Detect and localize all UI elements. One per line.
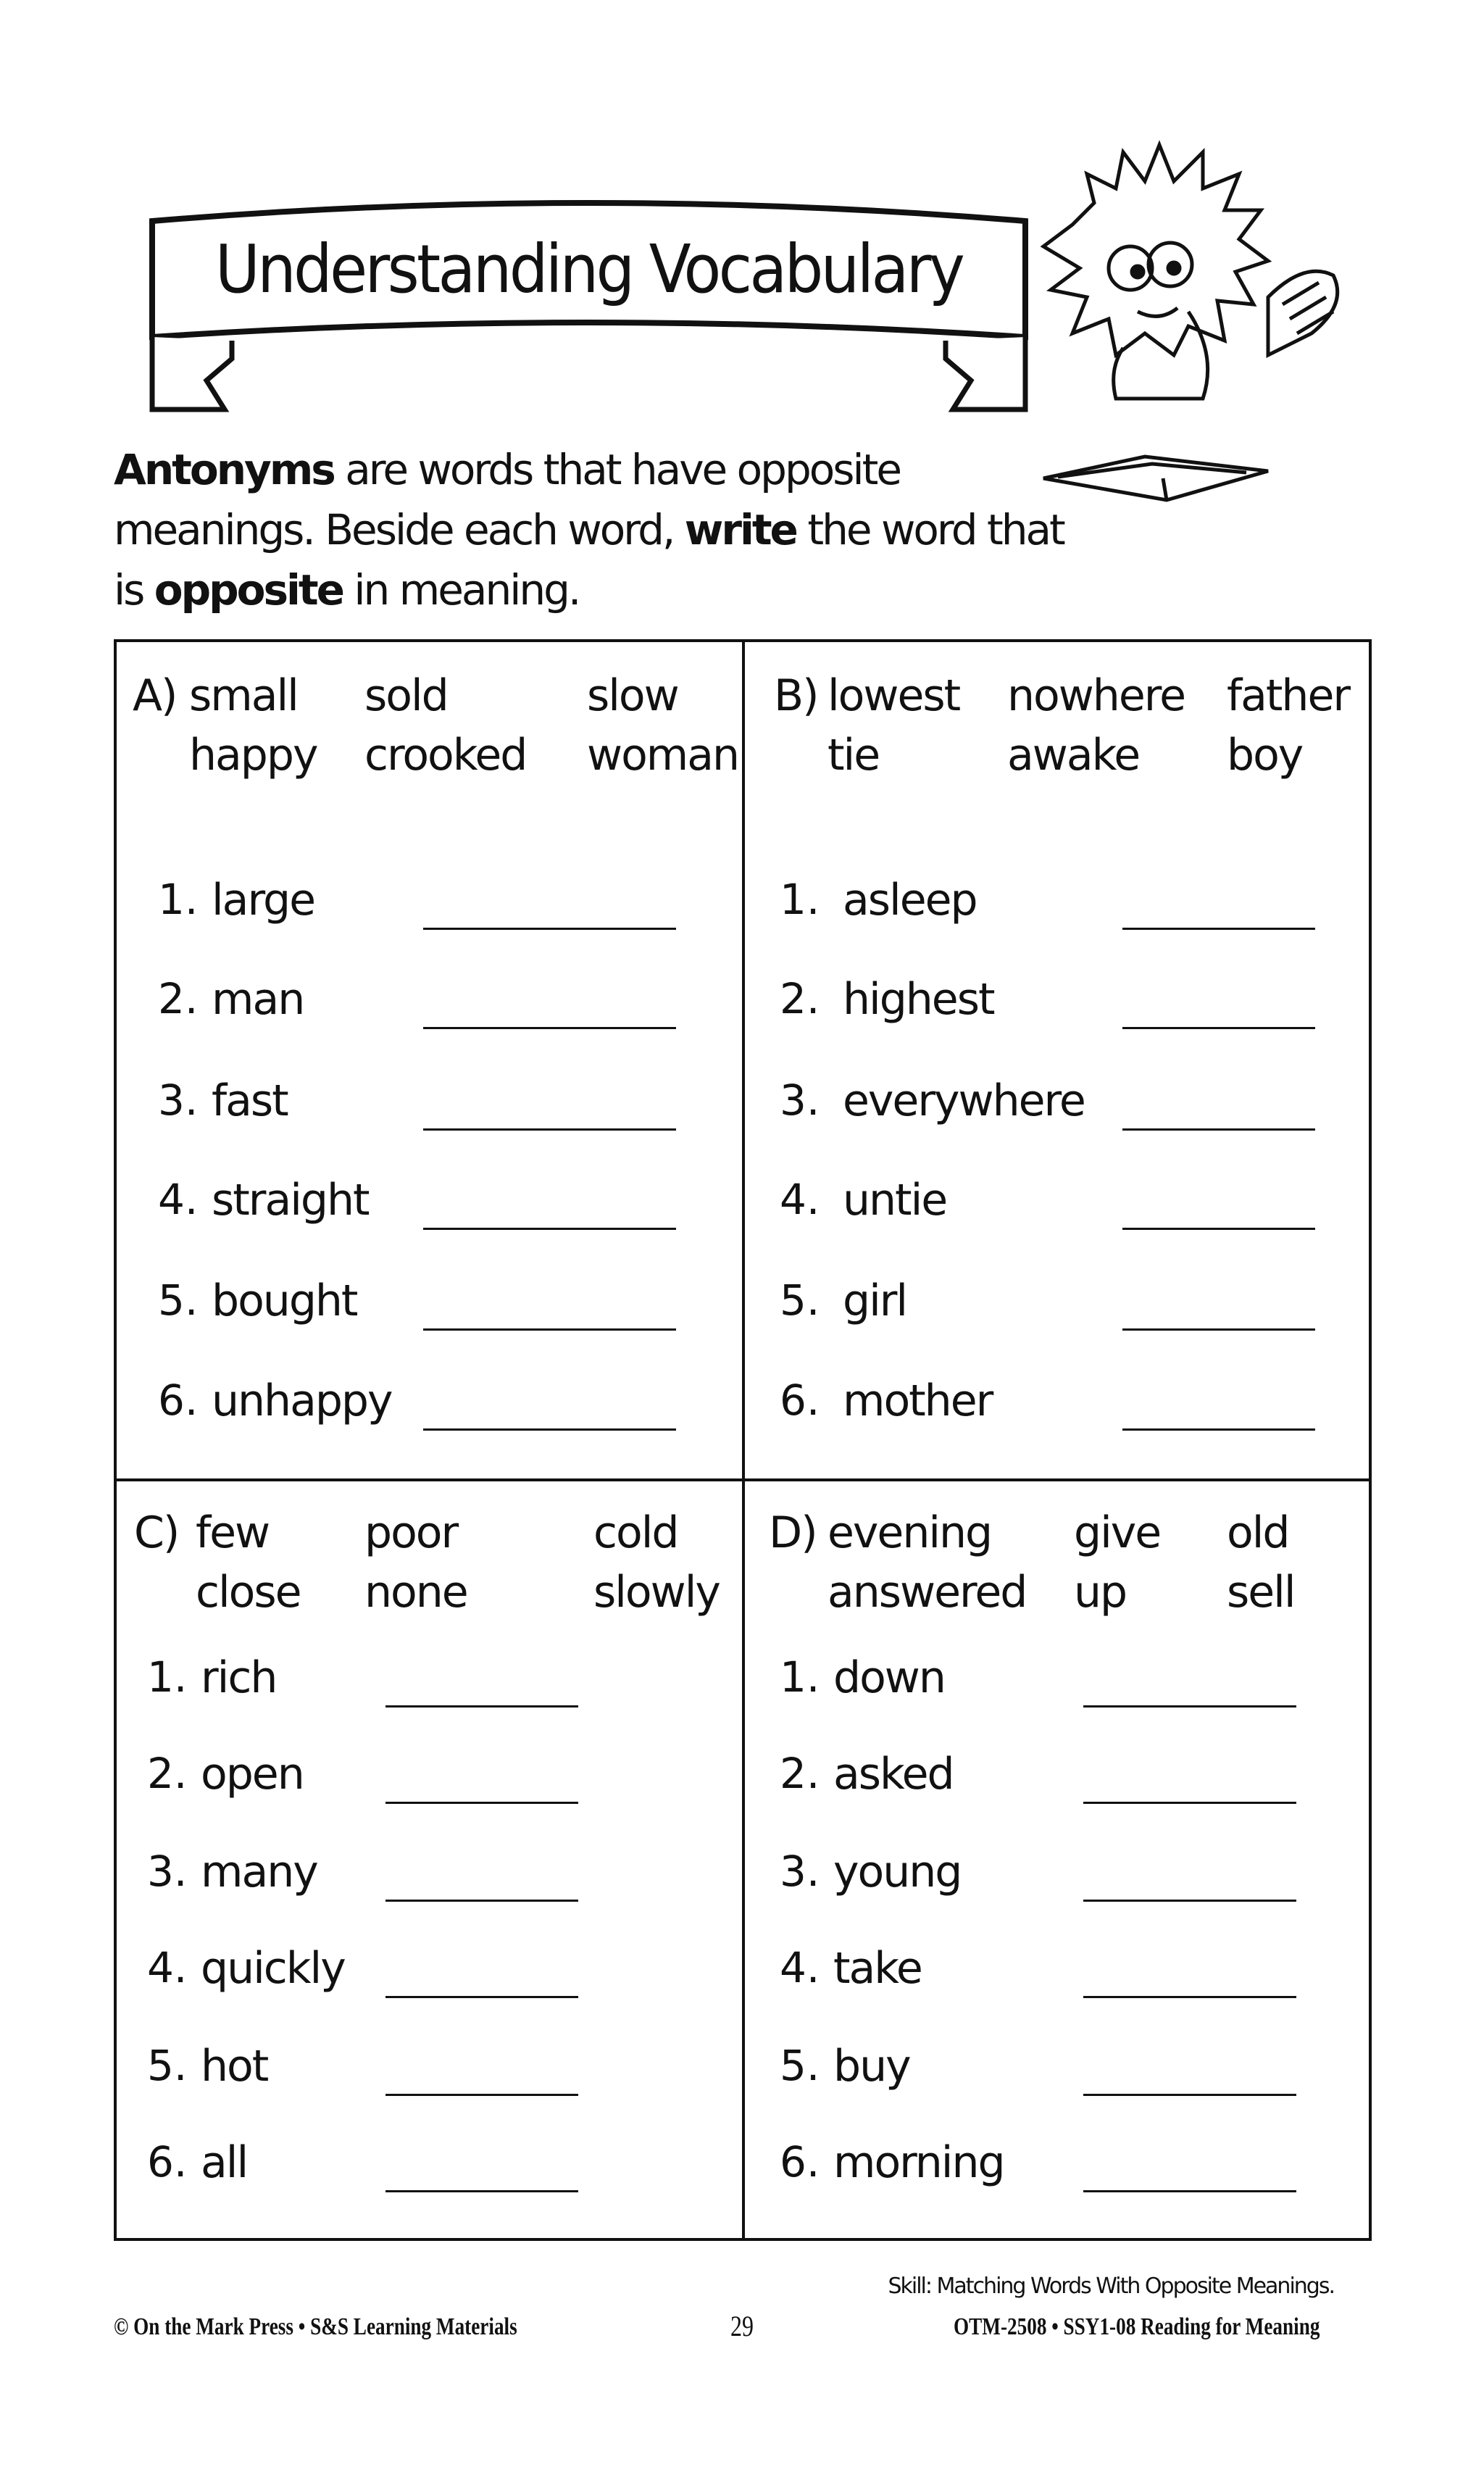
item-word: highest bbox=[843, 974, 994, 1025]
item-number: 2. bbox=[147, 1749, 188, 1798]
item-number: 5. bbox=[158, 1276, 199, 1325]
answer-blank-line[interactable] bbox=[1122, 1428, 1315, 1431]
item-number: 3. bbox=[158, 1076, 199, 1125]
item-word: man bbox=[212, 974, 304, 1025]
answer-blank-line[interactable] bbox=[385, 1900, 578, 1902]
answer-blank-line[interactable] bbox=[423, 1027, 676, 1029]
footer-publisher: © On the Mark Press • S&S Learning Materials bbox=[114, 2313, 517, 2340]
item-word: mother bbox=[843, 1376, 993, 1426]
answer-blank-line[interactable] bbox=[1122, 928, 1315, 930]
item-number: 5. bbox=[780, 1276, 820, 1325]
word-bank-choice: close bbox=[196, 1567, 301, 1618]
keyword-opposite: opposite bbox=[154, 565, 343, 615]
title-banner bbox=[138, 192, 1040, 424]
page-title: Understanding Vocabulary bbox=[214, 230, 963, 308]
word-bank-choice: sell bbox=[1227, 1567, 1295, 1618]
instructions-line-1 bbox=[114, 445, 900, 494]
answer-blank-line[interactable] bbox=[423, 1128, 676, 1131]
item-number: 1. bbox=[147, 1652, 188, 1702]
item-word: morning bbox=[833, 2137, 1004, 2188]
word-bank-choice: slowly bbox=[593, 1567, 720, 1618]
answer-blank-line[interactable] bbox=[385, 2190, 578, 2192]
section-a-label: A) bbox=[133, 670, 177, 721]
word-bank-choice: slow bbox=[587, 670, 678, 721]
word-bank-choice: few bbox=[196, 1507, 270, 1558]
answer-blank-line[interactable] bbox=[1083, 1900, 1296, 1902]
answer-blank-line[interactable] bbox=[1122, 1128, 1315, 1131]
word-bank-choice: up bbox=[1074, 1567, 1127, 1618]
answer-blank-line[interactable] bbox=[385, 1996, 578, 1998]
instructions-text: meanings. Beside each word, bbox=[114, 505, 685, 554]
answer-blank-line[interactable] bbox=[423, 1428, 676, 1431]
item-word: young bbox=[833, 1847, 962, 1897]
word-bank-choice: cold bbox=[593, 1507, 678, 1558]
item-number: 6. bbox=[780, 1376, 820, 1425]
word-bank-choice: boy bbox=[1227, 730, 1303, 781]
item-number: 5. bbox=[147, 2041, 188, 2090]
item-word: large bbox=[212, 875, 315, 925]
item-number: 6. bbox=[147, 2137, 188, 2187]
footer-product-code: OTM-2508 • SSY1-08 Reading for Meaning bbox=[954, 2313, 1320, 2340]
item-number: 3. bbox=[780, 1076, 820, 1125]
item-number: 6. bbox=[158, 1376, 199, 1425]
item-word: straight bbox=[212, 1175, 369, 1226]
answer-blank-line[interactable] bbox=[423, 1228, 676, 1230]
item-number: 2. bbox=[780, 1749, 820, 1798]
item-word: quickly bbox=[201, 1943, 345, 1994]
word-bank-choice: small bbox=[189, 670, 298, 721]
item-word: fast bbox=[212, 1076, 288, 1126]
item-word: asked bbox=[833, 1749, 954, 1800]
item-word: down bbox=[833, 1652, 945, 1703]
answer-blank-line[interactable] bbox=[1083, 2094, 1296, 2096]
item-number: 2. bbox=[780, 974, 820, 1023]
word-bank-choice: sold bbox=[364, 670, 448, 721]
item-number: 4. bbox=[780, 1175, 820, 1224]
word-bank-choice: none bbox=[364, 1567, 467, 1618]
item-number: 1. bbox=[780, 875, 820, 924]
word-bank-choice: crooked bbox=[364, 730, 527, 781]
item-number: 5. bbox=[780, 2041, 820, 2090]
answer-blank-line[interactable] bbox=[1122, 1027, 1315, 1029]
word-bank-choice: father bbox=[1227, 670, 1350, 721]
item-word: unhappy bbox=[212, 1376, 392, 1426]
word-bank-choice: poor bbox=[364, 1507, 458, 1558]
answer-blank-line[interactable] bbox=[423, 1328, 676, 1331]
word-bank-choice: old bbox=[1227, 1507, 1289, 1558]
word-bank-choice: happy bbox=[189, 730, 317, 781]
word-bank-choice: nowhere bbox=[1007, 670, 1185, 721]
item-word: rich bbox=[201, 1652, 277, 1703]
word-bank-choice: lowest bbox=[828, 670, 960, 721]
word-bank-choice: tie bbox=[828, 730, 880, 781]
answer-blank-line[interactable] bbox=[1083, 1802, 1296, 1804]
word-bank-choice: answered bbox=[828, 1567, 1027, 1618]
word-bank-choice: awake bbox=[1007, 730, 1140, 781]
answer-blank-line[interactable] bbox=[1083, 1996, 1296, 1998]
answer-blank-line[interactable] bbox=[1122, 1228, 1315, 1230]
answer-blank-line[interactable] bbox=[1122, 1328, 1315, 1331]
instructions-text: are words that have opposite bbox=[333, 445, 901, 494]
section-c-label: C) bbox=[134, 1507, 179, 1558]
item-word: hot bbox=[201, 2041, 268, 2092]
answer-blank-line[interactable] bbox=[385, 1705, 578, 1707]
answer-blank-line[interactable] bbox=[1083, 1705, 1296, 1707]
item-number: 3. bbox=[780, 1847, 820, 1896]
item-number: 4. bbox=[158, 1175, 199, 1224]
section-d-label: D) bbox=[769, 1507, 817, 1558]
item-number: 3. bbox=[147, 1847, 188, 1896]
skill-note: Skill: Matching Words With Opposite Meanings. bbox=[888, 2274, 1334, 2299]
item-number: 2. bbox=[158, 974, 199, 1023]
answer-blank-line[interactable] bbox=[1083, 2190, 1296, 2192]
item-number: 4. bbox=[147, 1943, 188, 1992]
item-number: 6. bbox=[780, 2137, 820, 2187]
item-word: bought bbox=[212, 1276, 357, 1326]
item-number: 1. bbox=[158, 875, 199, 924]
answer-blank-line[interactable] bbox=[423, 928, 676, 930]
section-b-label: B) bbox=[774, 670, 818, 721]
item-word: all bbox=[201, 2137, 248, 2188]
keyword-write: write bbox=[684, 505, 796, 554]
horizontal-divider bbox=[114, 1478, 1369, 1481]
item-word: untie bbox=[843, 1175, 947, 1226]
instructions-line-2 bbox=[114, 505, 1064, 554]
vertical-divider bbox=[742, 639, 745, 2238]
word-bank-choice: evening bbox=[828, 1507, 992, 1558]
item-word: many bbox=[201, 1847, 317, 1897]
keyword-antonyms: Antonyms bbox=[114, 445, 334, 494]
item-word: buy bbox=[833, 2041, 910, 2092]
word-bank-choice: give bbox=[1074, 1507, 1161, 1558]
item-word: girl bbox=[843, 1276, 907, 1326]
answer-blank-line[interactable] bbox=[385, 1802, 578, 1804]
item-word: asleep bbox=[843, 875, 977, 925]
instructions-text: in meaning. bbox=[342, 565, 580, 615]
instructions-text: is bbox=[114, 565, 154, 615]
word-bank-choice: woman bbox=[587, 730, 739, 781]
item-word: everywhere bbox=[843, 1076, 1085, 1126]
instructions-line-3 bbox=[114, 565, 579, 615]
item-word: take bbox=[833, 1943, 922, 1994]
item-word: open bbox=[201, 1749, 304, 1800]
answer-blank-line[interactable] bbox=[385, 2094, 578, 2096]
item-number: 1. bbox=[780, 1652, 820, 1702]
instructions-text: the word that bbox=[796, 505, 1064, 554]
page-number: 29 bbox=[730, 2310, 754, 2342]
mascot-reading-illustration bbox=[1029, 138, 1377, 533]
item-number: 4. bbox=[780, 1943, 820, 1992]
